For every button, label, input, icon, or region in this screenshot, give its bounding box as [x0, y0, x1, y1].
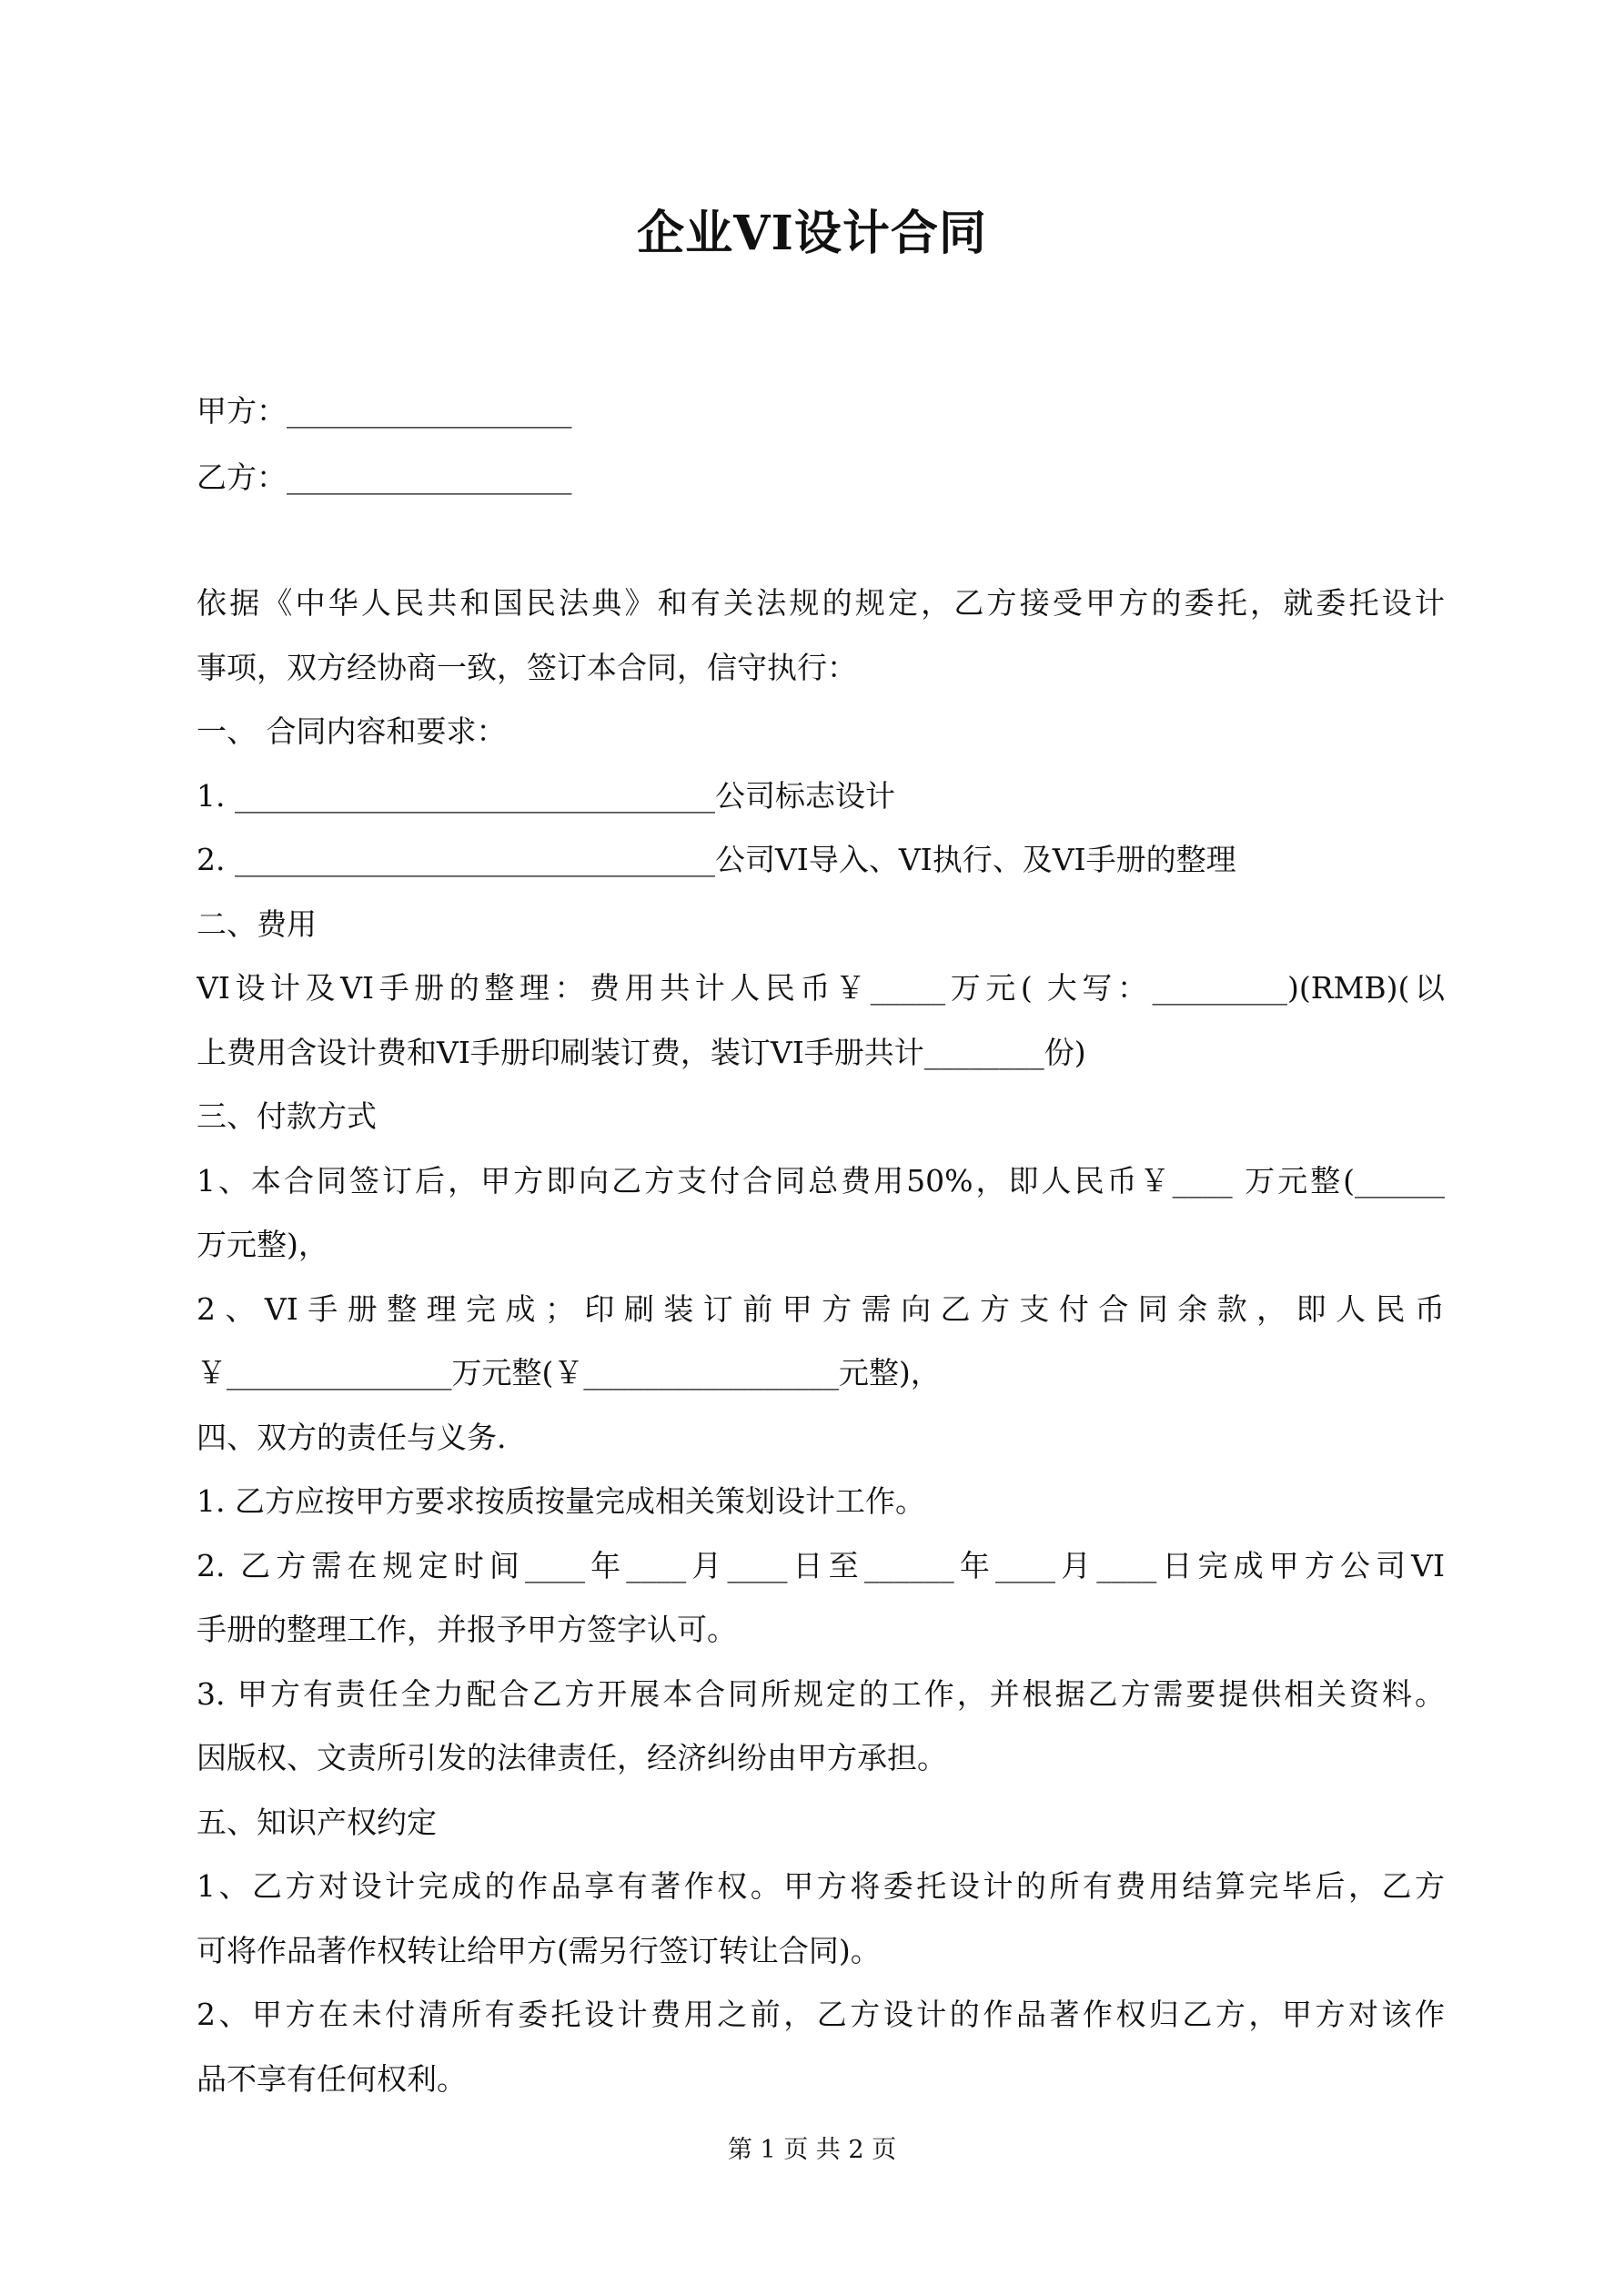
party-a-blank: ___________________ [287, 393, 572, 429]
paragraph-line: 手册的整理工作，并报予甲方签字认可。 [197, 1612, 737, 1647]
document-title: 企业VI设计合同 [637, 206, 987, 261]
paragraph-line: 事项，双方经协商一致，签订本合同，信守执行： [197, 649, 857, 685]
paragraph-line: 2、甲方在未付清所有委托设计费用之前，乙方设计的作品著作权归乙方，甲方对该作 [197, 1997, 1445, 2032]
list-item: 1. ________________________________公司标志设计 [197, 777, 895, 814]
section-heading: 一、 合同内容和要求： [197, 713, 507, 749]
paragraph-line: 2、VI手册整理完成；印刷装订前甲方需向乙方支付合同余款，即人民币 [197, 1290, 1445, 1327]
section-heading: 五、知识产权约定 [197, 1804, 437, 1840]
paragraph-line: ￥_______________万元整(￥_________________元整)， [197, 1355, 941, 1391]
list-item: 3. 甲方有责任全力配合乙方开展本合同所规定的工作，并根据乙方需要提供相关资料。 [197, 1675, 1445, 1712]
list-item: 2. 乙方需在规定时间____年____月____日至______年____月____日完成甲方公司VI [197, 1547, 1445, 1583]
paragraph-line: 依据《中华人民共和国民法典》和有关法规的规定，乙方接受甲方的委托，就委托设计 [197, 585, 1445, 621]
paragraph-line: 1、本合同签订后，甲方即向乙方支付合同总费用50%，即人民币￥____ 万元整(______ [197, 1162, 1445, 1199]
party-a-line [197, 390, 572, 432]
contract-body [197, 571, 1445, 2111]
party-a-label: 甲方： [197, 393, 287, 429]
party-b-line [197, 457, 572, 499]
paragraph-line: 1、乙方对设计完成的作品享有著作权。甲方将委托设计的所有费用结算完毕后，乙方 [197, 1868, 1445, 1904]
paragraph-line: 可将作品著作权转让给甲方(需另行签订转让合同)。 [197, 1932, 881, 1968]
paragraph-line: 万元整)， [197, 1227, 328, 1262]
party-b-label: 乙方： [197, 460, 287, 495]
paragraph-line: VI设计及VI手册的整理：费用共计人民币￥_____万元( 大写：_________)(RMB)(以 [197, 970, 1445, 1006]
page-footer: 第 1 页 共 2 页 [727, 2136, 897, 2164]
paragraph-line: 品不享有任何权利。 [197, 2060, 467, 2097]
section-heading: 三、付款方式 [197, 1098, 377, 1134]
section-heading: 二、费用 [197, 905, 317, 942]
list-item: 1. 乙方应按甲方要求按质按量完成相关策划设计工作。 [197, 1483, 925, 1519]
section-heading: 四、双方的责任与义务. [197, 1419, 507, 1455]
party-b-blank: ___________________ [287, 460, 572, 495]
list-item: 2. ________________________________公司VI导入、VI执行、及VI手册的整理 [197, 842, 1236, 877]
paragraph-line: 上费用含设计费和VI手册印刷装订费，装订VI手册共计________份) [197, 1034, 1086, 1070]
paragraph-line: 因版权、文责所引发的法律责任，经济纠纷由甲方承担。 [197, 1740, 947, 1775]
